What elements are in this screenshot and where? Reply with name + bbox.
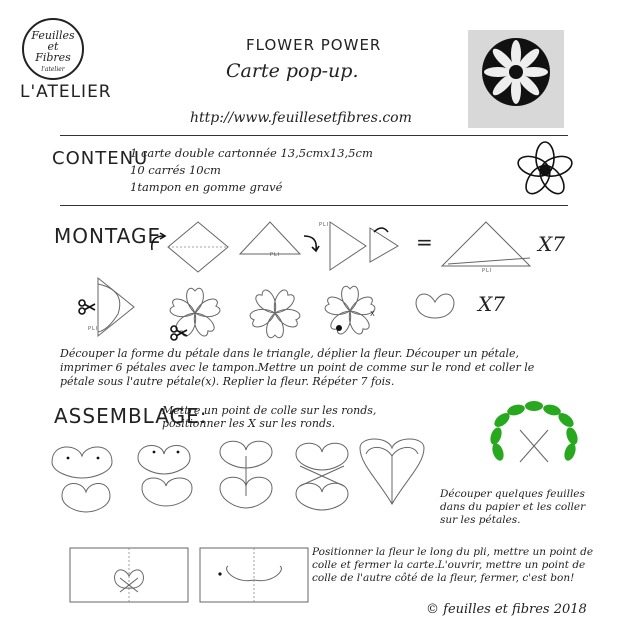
small-triangle-diagram: [370, 224, 400, 264]
card-step-2: [200, 548, 310, 604]
page-subtitle: Carte pop-up.: [226, 60, 359, 82]
assembly-step-3: [212, 436, 292, 516]
logo-line3: Fibres: [35, 51, 71, 64]
square-step-diagram: [168, 222, 228, 272]
contenu-item-1: 1 carte double cartonnée 13,5cmx13,5cm: [130, 146, 373, 160]
equals-sign: =: [416, 230, 434, 254]
leaves-instructions: Découper quelques feuilles dans du papier et les coller sur les pétales.: [440, 488, 586, 526]
folded-triangle-diagram: [330, 222, 370, 272]
montage-instructions: Découper la forme du pétale dans le triangle, déplier la fleur. Découper un pétale, imprimer 6 pétales avec le tampon.Mettre un point de comme sur le rond et coller le pétale sous l'autre pétale(x). Replier la fleur. Répéter 7 fois.: [60, 347, 535, 388]
assemblage-label: ASSEMBLAGE:: [54, 404, 208, 428]
contenu-item-3: 1tampon en gomme gravé: [130, 180, 283, 194]
pli-label-4: PLI: [88, 326, 99, 332]
pli-label-3: PLI: [482, 268, 493, 274]
logo-line1: Feuilles: [31, 29, 75, 42]
page-title: FLOWER POWER: [246, 36, 382, 54]
final-triangle-diagram: [438, 220, 534, 270]
flower-outline-icon: [510, 142, 580, 202]
repeat-count-1: X7: [538, 232, 565, 256]
x-mark: X: [370, 310, 376, 318]
contenu-item-2: 10 carrés 10cm: [130, 163, 221, 177]
logo-sub: l'atelier: [41, 66, 65, 73]
assembly-step-2: [132, 438, 212, 518]
logo-line2: et: [47, 40, 59, 53]
contenu-label: CONTENU: [52, 148, 149, 169]
flower-photo: [468, 30, 564, 128]
assembly-step-1: [48, 438, 128, 518]
pli-label-1: PLI: [270, 252, 281, 258]
pli-label-2: PLI: [319, 222, 330, 228]
assembly-step-5: [350, 434, 440, 514]
assemblage-instructions: Mettre un point de colle sur les ronds, positionner les X sur les ronds.: [162, 404, 377, 430]
montage-label: MONTAGE: [54, 224, 162, 248]
divider-middle: [60, 205, 568, 206]
divider-top: [60, 135, 568, 136]
repeat-count-2: X7: [478, 292, 505, 316]
copyright-text: © feuilles et fibres 2018: [426, 602, 587, 617]
card-step-1: [70, 548, 190, 604]
logo-badge: [22, 18, 84, 80]
scissors-icon: [170, 324, 188, 342]
curved-arrow-icon: [148, 232, 170, 254]
leaf-wreath-illustration: [484, 400, 584, 470]
scissors-icon: [78, 298, 96, 316]
final-instructions: Positionner la fleur le long du pli, mettre un point de colle et fermer la carte.L'ouvrir, mettre un point de colle de l'autre côté de la fleur, fermer, c'est bon!: [312, 546, 594, 584]
website-url[interactable]: http://www.feuillesetfibres.com: [190, 110, 412, 126]
flower-step-diagram: [240, 278, 310, 348]
petal-shape-diagram: [410, 288, 460, 322]
curved-arrow-icon: [300, 232, 322, 254]
atelier-label: L'ATELIER: [20, 82, 112, 102]
